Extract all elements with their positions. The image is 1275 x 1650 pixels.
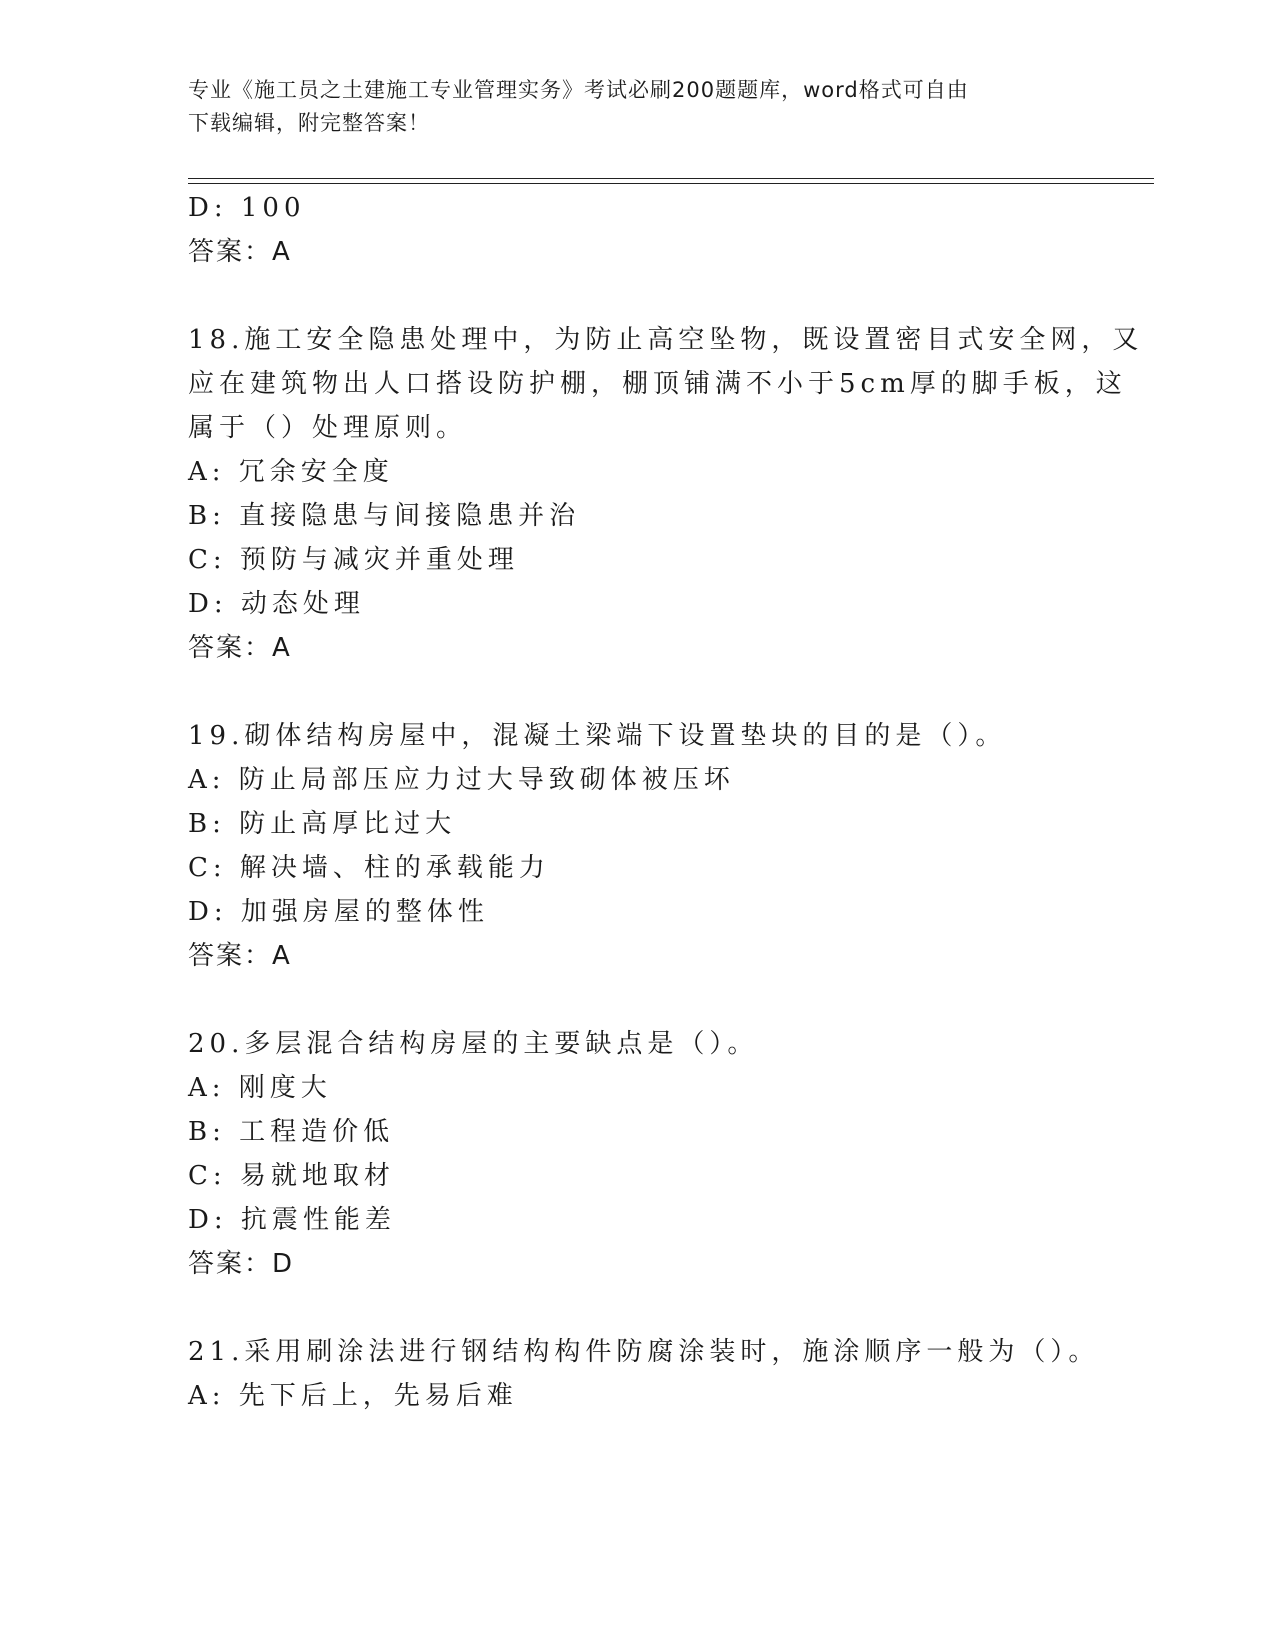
q21-option-a: A: 先下后上，先易后难	[188, 1381, 518, 1411]
q19-option-a: A: 防止局部压应力过大导致砌体被压坏	[188, 765, 735, 795]
q18-option-d: D: 动态处理	[188, 589, 365, 619]
header-line-2: 下载编辑，附完整答案！	[188, 111, 430, 135]
q18-option-a: A: 冗余安全度	[188, 457, 394, 487]
q17-answer: 答案：A	[188, 237, 292, 267]
q17-option-d: D: 100	[188, 193, 306, 223]
q20-option-c: C: 易就地取材	[188, 1161, 395, 1191]
q21-stem-line-1: 21.采用刷涂法进行钢结构构件防腐涂装时，施涂顺序一般为（）。	[188, 1337, 1100, 1367]
q18-stem-line-2: 应在建筑物出人口搭设防护棚，棚顶铺满不小于5cm厚的脚手板，这	[188, 369, 1127, 399]
q19-option-d: D: 加强房屋的整体性	[188, 897, 489, 927]
q20-stem-line-1: 20.多层混合结构房屋的主要缺点是（）。	[188, 1029, 759, 1059]
q19-answer: 答案：A	[188, 941, 292, 971]
document-header	[188, 74, 1068, 140]
q19-stem-line-1: 19.砌体结构房屋中，混凝土梁端下设置垫块的目的是（）。	[188, 721, 1007, 751]
header-rule-top	[188, 178, 1154, 179]
q20-option-b: B: 工程造价低	[188, 1117, 395, 1147]
q18-option-c: C: 预防与减灾并重处理	[188, 545, 519, 575]
q18-stem-line-3: 属于（）处理原则。	[188, 413, 468, 443]
q20-option-d: D: 抗震性能差	[188, 1205, 396, 1235]
header-rule-bottom	[188, 183, 1154, 184]
q20-answer: 答案：D	[188, 1249, 295, 1279]
q20-option-a: A: 刚度大	[188, 1073, 332, 1103]
header-line-1: 专业《施工员之土建施工专业管理实务》考试必刷200题题库，word格式可自由	[188, 78, 969, 102]
q19-option-c: C: 解决墙、柱的承载能力	[188, 853, 550, 883]
q18-option-b: B: 直接隐患与间接隐患并治	[188, 501, 581, 531]
q19-option-b: B: 防止高厚比过大	[188, 809, 457, 839]
q18-stem-line-1: 18.施工安全隐患处理中，为防止高空坠物，既设置密目式安全网，又	[188, 325, 1144, 355]
q18-answer: 答案：A	[188, 633, 292, 663]
